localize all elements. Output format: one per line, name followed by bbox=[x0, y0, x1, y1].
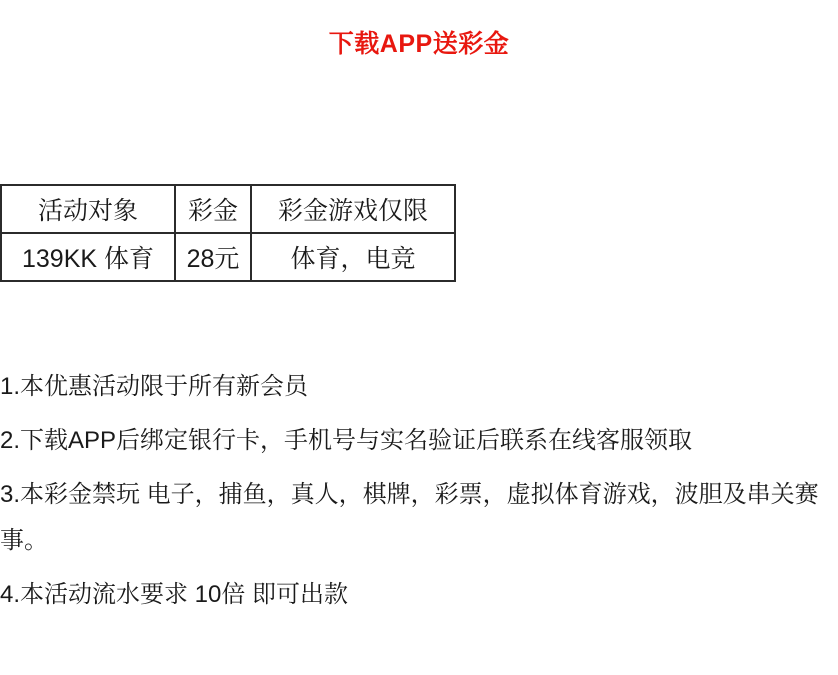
table-header-cell: 彩金游戏仅限 bbox=[251, 185, 455, 233]
promo-table-wrapper bbox=[0, 184, 456, 282]
table-cell-games: 体育，电竞 bbox=[251, 233, 455, 281]
term-item: 1.本优惠活动限于所有新会员 bbox=[0, 373, 309, 400]
terms-list bbox=[0, 364, 838, 626]
term-item: 2.下载APP后绑定银行卡，手机号与实名验证后联系在线客服领取 bbox=[0, 427, 693, 454]
table-header-cell: 彩金 bbox=[175, 185, 251, 233]
page-title: 下载APP送彩金 bbox=[328, 30, 510, 58]
table-cell-target: 139KK 体育 bbox=[1, 233, 175, 281]
table-header-row bbox=[1, 185, 455, 233]
promo-page bbox=[0, 16, 838, 675]
term-item: 4.本活动流水要求 10倍 即可出款 bbox=[0, 581, 349, 608]
table-cell-bonus: 28元 bbox=[175, 233, 251, 281]
term-item: 3.本彩金禁玩 电子，捕鱼，真人，棋牌，彩票，虚拟体育游戏，波胆及串关赛事。 bbox=[0, 481, 819, 554]
table-row bbox=[1, 233, 455, 281]
promo-table bbox=[0, 184, 456, 282]
table-header-cell: 活动对象 bbox=[1, 185, 175, 233]
